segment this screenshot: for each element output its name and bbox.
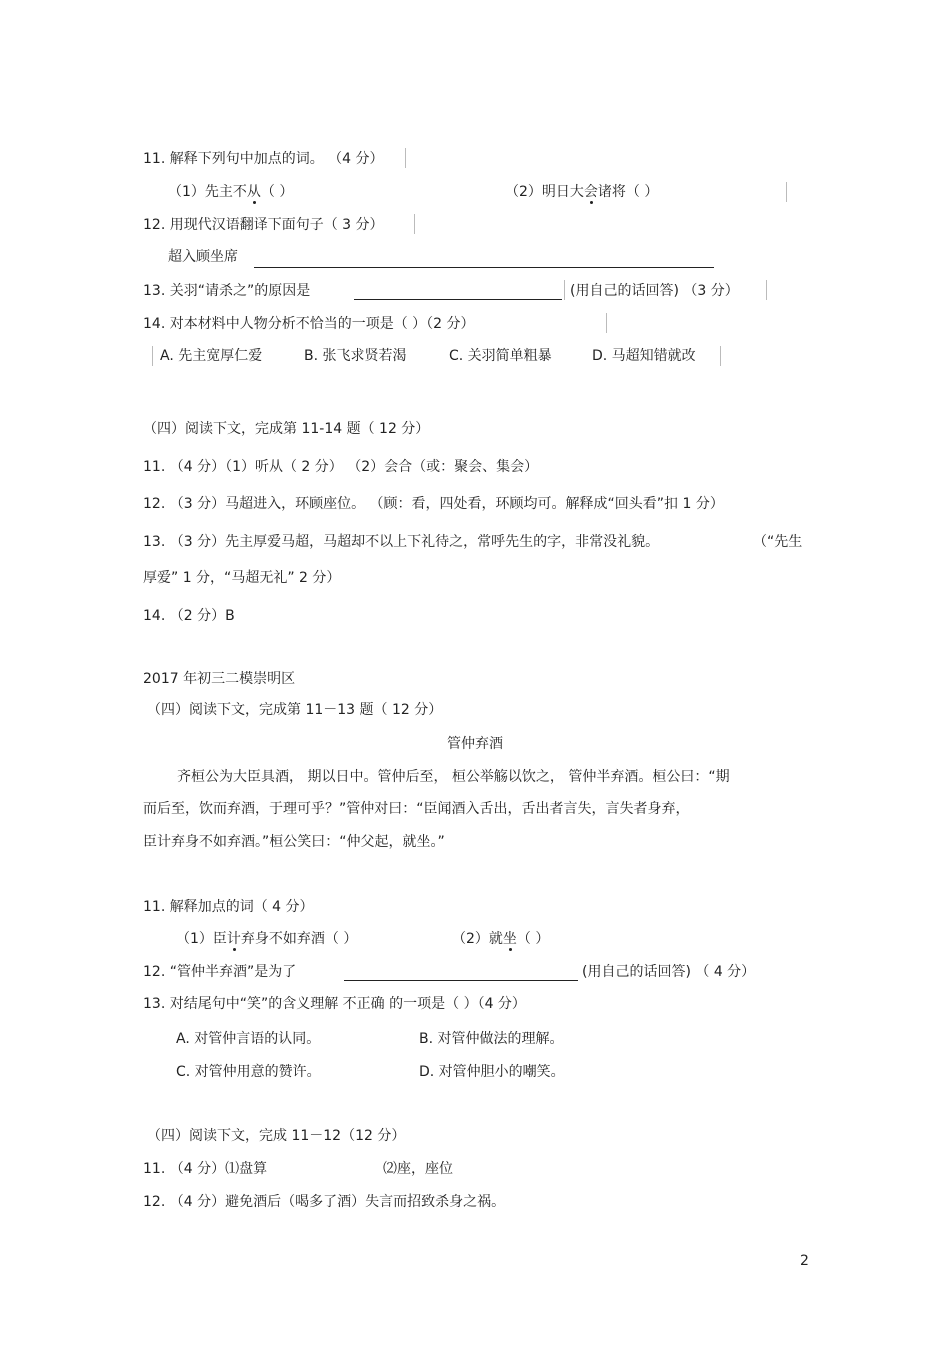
option-c: C. 关羽简单粗暴	[449, 348, 552, 364]
passage-line-3: 臣计弃身不如弃酒。”桓公笑曰：“仲父起，就坐。”	[143, 834, 445, 850]
question-12-suffix: (用自己的话回答) （ 4 分）	[582, 964, 756, 980]
divider	[152, 346, 153, 366]
option-a: A. 先主宽厚仁爱	[160, 348, 263, 364]
answer-14: 14. （2 分）B	[143, 608, 235, 624]
emphasis-dot-char: 会	[583, 184, 598, 200]
answer-13: 13. （3 分）先主厚爱马超，马超却不以上下礼待之，常呼先生的字，非常没礼貌。	[143, 534, 660, 550]
answer-12: 12. （3 分）马超进入，环顾座位。 （顾：看，四处看，环顾均可。解释成“回头看”扣 1 分）	[143, 496, 724, 512]
source-label: 2017 年初三二模崇明区	[143, 671, 296, 687]
emphasis-dot-char: 坐	[502, 931, 517, 947]
divider	[720, 346, 721, 366]
answer-12: 12. （4 分）避免酒后（喝多了酒）失言而招致杀身之祸。	[143, 1194, 506, 1210]
option-a: A. 对管仲言语的认同。	[176, 1031, 321, 1047]
answer-section-header: （四）阅读下文，完成第 11-14 题（ 12 分）	[143, 421, 430, 437]
passage-title: 管仲弃酒	[447, 736, 503, 752]
question-13-prompt: 13. 关羽“请杀之”的原因是	[143, 283, 311, 299]
divider	[564, 280, 565, 300]
answer-11: 11. （4 分）（1）听从（ 2 分） （2）会合（或：聚会、集会）	[143, 459, 539, 475]
emphasis-dot-char: 计	[226, 931, 241, 947]
section-header: （四）阅读下文，完成第 11－13 题（ 12 分）	[147, 702, 443, 718]
divider	[414, 214, 415, 234]
divider	[606, 313, 607, 333]
question-11: 11. 解释下列句中加点的词。 （4 分）	[143, 151, 384, 167]
question-13: 13. 对结尾句中“笑”的含义理解 不正确 的一项是（ ）（4 分）	[143, 996, 526, 1012]
option-d: D. 马超知错就改	[592, 348, 696, 364]
passage-line-1: 齐桓公为大臣具酒， 期以日中。管仲后至， 桓公举觞以饮之， 管仲半弃酒。桓公曰：“期	[177, 769, 730, 785]
answer-line	[344, 980, 578, 981]
question-13-suffix: (用自己的话回答) （3 分）	[570, 283, 739, 299]
question-12: 12. 用现代汉语翻译下面句子（ 3 分）	[143, 217, 384, 233]
answer-line	[254, 267, 714, 268]
passage-line-2: 而后至，饮而弃酒，于理可乎？”管仲对曰：“臣闻酒入舌出，舌出者言失，言失者身弃，	[143, 801, 690, 817]
page-number: 2	[800, 1253, 809, 1269]
option-b: B. 张飞求贤若渴	[304, 348, 407, 364]
answer-line	[354, 299, 562, 300]
question-11-item-2: （2）就坐（ ）	[452, 931, 550, 947]
option-d: D. 对管仲胆小的嘲笑。	[419, 1064, 565, 1080]
answer-section-header: （四）阅读下文，完成 11－12（12 分）	[147, 1128, 406, 1144]
question-12-prompt: 12. “管仲半弃酒”是为了	[143, 964, 297, 980]
question-12-sentence: 超入顾坐席	[168, 249, 238, 265]
divider	[786, 182, 787, 202]
answer-13-note-start: （“先生	[753, 534, 803, 550]
question-11-item-2: （2）明日大会诸将（ ）	[505, 184, 659, 200]
answer-13-note: 厚爱” 1 分，“马超无礼” 2 分）	[143, 570, 341, 586]
answer-11-item-2: ⑵座，座位	[383, 1161, 453, 1177]
emphasis-dot-char: 从	[246, 184, 261, 200]
divider	[766, 280, 767, 300]
option-b: B. 对管仲做法的理解。	[419, 1031, 564, 1047]
question-11: 11. 解释加点的词（ 4 分）	[143, 899, 314, 915]
answer-11: 11. （4 分）⑴盘算	[143, 1161, 268, 1177]
divider	[405, 148, 406, 168]
question-14: 14. 对本材料中人物分析不恰当的一项是（ ）（2 分）	[143, 316, 475, 332]
option-c: C. 对管仲用意的赞许。	[176, 1064, 321, 1080]
question-11-item-1: （1）臣计弃身不如弃酒（ ）	[176, 931, 358, 947]
question-11-item-1: （1）先主不从（ ）	[168, 184, 294, 200]
